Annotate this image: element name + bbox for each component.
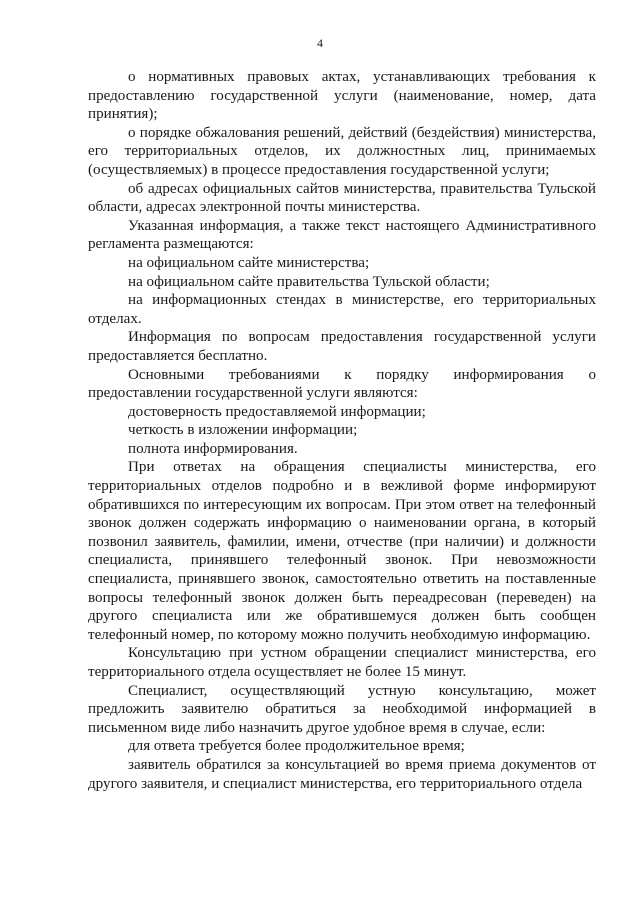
paragraph-info-placement: Указанная информация, а также текст настоящего Административного регламента размещаются: xyxy=(88,217,596,253)
paragraph-normative-acts: о нормативных правовых актах, устанавливающих требования к предоставлению государственной услуги (наименование, номер, дата принятия); xyxy=(88,69,596,123)
paragraph-main-requirements: Основными требованиями к порядку информирования о предоставлении государственной услуги являются: xyxy=(88,366,596,402)
list-item-ministry-site: на официальном сайте министерства; xyxy=(128,254,370,271)
paragraph-free-info: Информация по вопросам предоставления государственной услуги предоставляется бесплатно. xyxy=(88,329,596,364)
list-item-completeness: полнота информирования. xyxy=(128,440,298,457)
list-item-more-time: для ответа требуется более продолжительное время; xyxy=(128,738,465,755)
paragraph-website-addresses: об адресах официальных сайтов министерства, правительства Тульской области, адресах электронной почты министерства. xyxy=(88,180,596,216)
document-body xyxy=(88,68,596,793)
paragraph-consultation-duration: Консультацию при устном обращении специалист министерства, его территориального отдела осуществляет не более 15 минут. xyxy=(88,645,596,680)
list-item-reliability: достоверность предоставляемой информации; xyxy=(128,403,426,420)
list-item-government-site: на официальном сайте правительства Тульской области; xyxy=(128,273,490,290)
list-item-during-reception: заявитель обратился за консультацией во время приема документов от другого заявителя, и специалист министерства, его территориального отдела xyxy=(88,756,596,792)
page-number: 4 xyxy=(317,36,323,50)
list-item-clarity: четкость в изложении информации; xyxy=(128,422,358,439)
paragraph-specialist-proposal: Специалист, осуществляющий устную консультацию, может предложить заявителю обратиться за необходимой информацией в письменном виде либо назначить другое удобное время в случае, если: xyxy=(88,682,596,736)
list-item-info-stands: на информационных стендах в министерстве, его территориальных отделах. xyxy=(88,292,596,327)
paragraph-appeal-procedure: о порядке обжалования решений, действий (бездействия) министерства, его территориальных отделов, их должностных лиц, принимаемых (осуществляемых) в процессе предоставления государственной услуги; xyxy=(88,124,596,178)
paragraph-answering-requests: При ответах на обращения специалисты министерства, его территориальных отделов подробно и в вежливой форме информируют обратившихся по интересующим их вопросам. При этом ответ на телефонный звонок должен содержать информацию о наименовании органа, в который позвонил заявитель, фамилии, имени, отчестве (при наличии) и должности специалиста, принявшего телефонный звонок. При невозможности специалиста, принявшего звонок, самостоятельно ответить на поставленные вопросы телефонный звонок должен быть переадресован (переведен) на другого специалиста или же обратившемуся должен быть сообщен телефонный номер, по которому можно получить необходимую информацию. xyxy=(88,459,596,643)
